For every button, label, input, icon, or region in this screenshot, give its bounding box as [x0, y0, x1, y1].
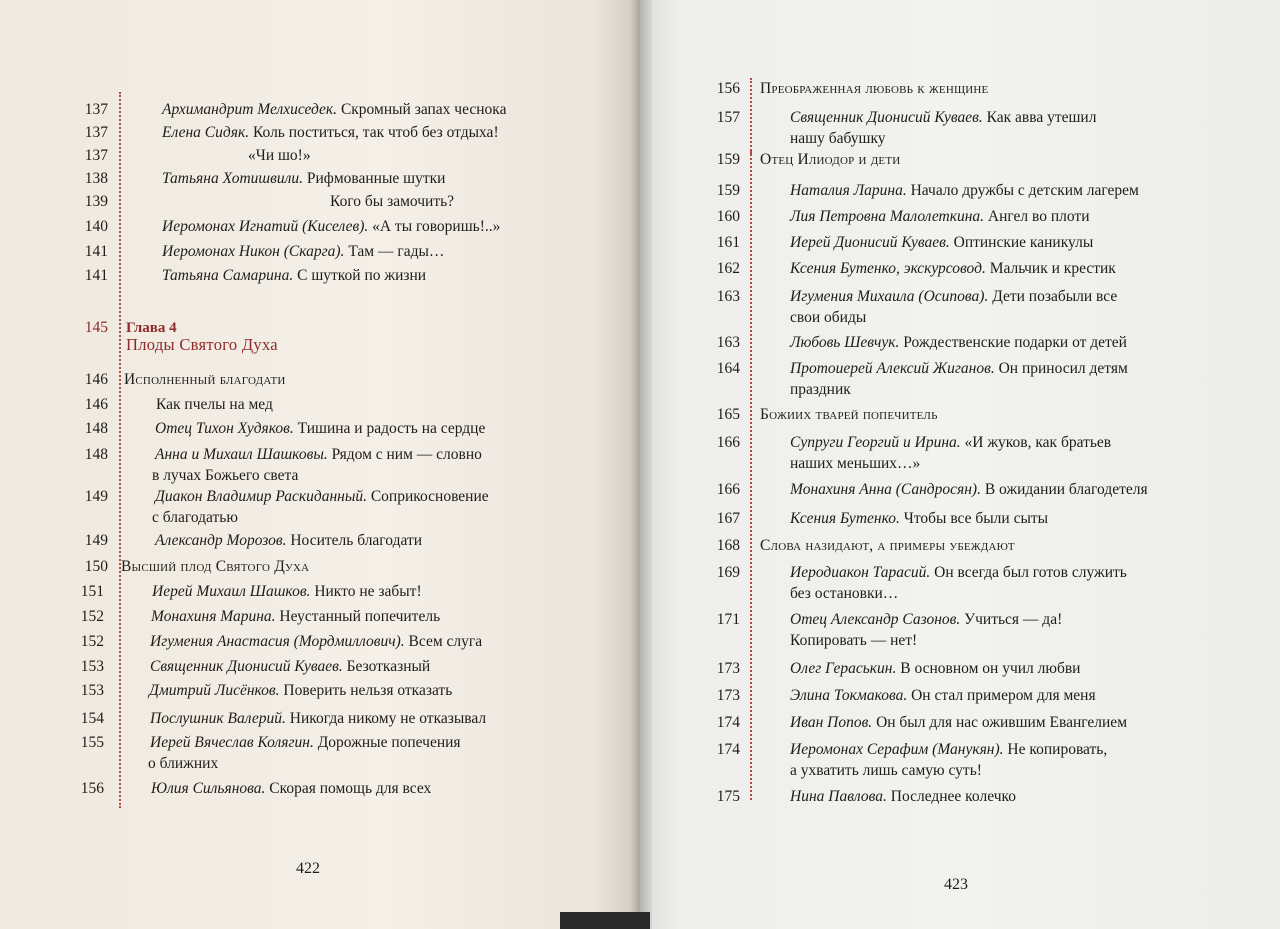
entry-title: «И жуков, как братьев [964, 434, 1112, 451]
entry-title: Дорожные попечения [317, 734, 461, 751]
toc-page-number: 164 [716, 360, 740, 377]
entry-title: Скромный запах чеснока [340, 101, 507, 118]
entry-title: Соприкосновение [370, 488, 489, 505]
toc-entry [790, 508, 1048, 530]
toc-page-number: 153 [80, 658, 104, 675]
toc-page-number: 154 [80, 710, 104, 727]
entry-author: Отец Александр Сазонов. [790, 611, 961, 628]
toc-page-number: 152 [80, 608, 104, 625]
entry-author: Нина Павлова. [790, 788, 887, 805]
toc-page-number: 159 [716, 182, 740, 199]
toc-entry [150, 732, 461, 754]
entry-author: Иерей Дионисий Куваев. [790, 234, 950, 251]
page-number-right: 423 [944, 876, 968, 893]
entry-author: Иеромонах Игнатий (Киселев). [162, 218, 369, 235]
section-page-number: 146 [84, 371, 108, 388]
entry-title: Никогда никому не отказывал [289, 710, 487, 727]
toc-entry [152, 581, 422, 603]
entry-author: Священник Дионисий Куваев. [150, 658, 343, 675]
page-number-left: 422 [296, 860, 320, 877]
toc-entry [162, 241, 444, 263]
toc-entry [150, 656, 430, 678]
toc-page-number: 137 [84, 147, 108, 164]
toc-page-number: 174 [716, 741, 740, 758]
entry-author: Олег Гераськин. [790, 660, 897, 677]
toc-page-number: 161 [716, 234, 740, 251]
section-page-number: 165 [716, 406, 740, 423]
right-dotted-rule [750, 78, 752, 154]
entry-author: Любовь Шевчук. [790, 334, 900, 351]
toc-page-number: 173 [716, 687, 740, 704]
toc-page-number: 146 [84, 396, 108, 413]
entry-author: Игумения Анастасия (Мордмиллович). [150, 633, 405, 650]
toc-entry [155, 530, 422, 552]
entry-author: Игумения Михаила (Осипова). [790, 288, 989, 305]
entry-author: Священник Дионисий Куваев. [790, 109, 983, 126]
toc-entry [790, 180, 1139, 202]
entry-title: Не копировать, [1007, 741, 1108, 758]
toc-entry-continuation: нашу бабушку [790, 130, 886, 147]
entry-author: Монахиня Марина. [151, 608, 276, 625]
entry-title: Оптинские каникулы [953, 234, 1094, 251]
entry-author: Супруги Георгий и Ирина. [790, 434, 961, 451]
entry-author: Юлия Сильянова. [151, 780, 266, 797]
toc-page-number: 141 [84, 243, 108, 260]
entry-author: Иерей Вячеслав Колягин. [150, 734, 314, 751]
entry-author: Иеромонах Никон (Скарга). [162, 243, 345, 260]
entry-title: Всем слуга [408, 633, 483, 650]
toc-entry [790, 562, 1127, 584]
toc-entry [162, 216, 500, 238]
toc-entry [162, 168, 445, 190]
toc-entry-continuation: без остановки… [790, 585, 899, 602]
toc-entry [150, 708, 486, 730]
entry-title: В основном он учил любви [900, 660, 1081, 677]
section-page-number: 168 [716, 537, 740, 554]
toc-entry [790, 786, 1016, 808]
entry-title: Последнее колечко [890, 788, 1016, 805]
toc-entry [162, 265, 426, 287]
entry-title: Кого бы замочить? [330, 193, 455, 210]
toc-entry [790, 479, 1148, 501]
entry-author: Иеромонах Серафим (Манукян). [790, 741, 1004, 758]
toc-page-number: 152 [80, 633, 104, 650]
toc-entry-continuation: праздник [790, 381, 851, 398]
chapter-page-number: 145 [84, 319, 108, 336]
toc-page-number: 169 [716, 564, 740, 581]
entry-author: Монахиня Анна (Сандросян). [790, 481, 981, 498]
entry-title: С шуткой по жизни [297, 267, 427, 284]
entry-title: Безотказный [346, 658, 431, 675]
toc-page-number: 166 [716, 481, 740, 498]
toc-page-number: 141 [84, 267, 108, 284]
toc-page-number: 160 [716, 208, 740, 225]
toc-entry [150, 631, 482, 653]
toc-entry-continuation: наших меньших…» [790, 455, 921, 472]
entry-author: Лия Петровна Малолеткина. [790, 208, 985, 225]
entry-author: Ксения Бутенко. [790, 510, 900, 527]
toc-entry [790, 685, 1096, 707]
toc-page-number: 149 [84, 532, 108, 549]
entry-title: Мальчик и крестик [989, 260, 1116, 277]
toc-page-number: 140 [84, 218, 108, 235]
toc-entry [151, 606, 440, 628]
toc-entry-continuation: о ближних [148, 755, 219, 772]
toc-entry [248, 145, 311, 167]
toc-page-number: 138 [84, 170, 108, 187]
section-title: Преображенная любовь к женщине [760, 80, 989, 97]
entry-author: Татьяна Хотишвили. [162, 170, 303, 187]
entry-author: Иеродиакон Тарасий. [790, 564, 931, 581]
background-edge [560, 912, 650, 929]
toc-entry-continuation: Копировать — нет! [790, 632, 918, 649]
entry-author: Иван Попов. [790, 714, 873, 731]
toc-entry [790, 286, 1117, 308]
section-title: Отец Илиодор и дети [760, 151, 901, 168]
section-title: Исполненный благодати [124, 371, 286, 388]
entry-title: Рождественские подарки от детей [903, 334, 1127, 351]
entry-title: Рифмованные шутки [306, 170, 446, 187]
toc-page-number: 148 [84, 446, 108, 463]
toc-page-number: 173 [716, 660, 740, 677]
section-title: Божиих тварей попечитель [760, 406, 938, 423]
entry-author: Елена Сидяк. [162, 124, 250, 141]
section-title: Слова назидают, а примеры убеждают [760, 537, 1015, 554]
toc-page-number: 162 [716, 260, 740, 277]
toc-page-number: 156 [80, 780, 104, 797]
toc-entry [162, 122, 499, 144]
entry-title: Неустанный попечитель [279, 608, 441, 625]
entry-title: «А ты говоришь!..» [372, 218, 501, 235]
entry-author: Дмитрий Лисёнков. [149, 682, 280, 699]
toc-entry [151, 778, 431, 800]
entry-title: Никто не забыт! [314, 583, 422, 600]
toc-entry [790, 658, 1080, 680]
entry-title: Поверить нельзя отказать [283, 682, 453, 699]
chapter-title: Плоды Святого Духа [126, 335, 278, 354]
toc-entry [155, 486, 489, 508]
section-page-number: 156 [716, 80, 740, 97]
toc-page-number: 163 [716, 288, 740, 305]
entry-author: Диакон Владимир Раскиданный. [155, 488, 367, 505]
toc-page-number: 174 [716, 714, 740, 731]
entry-title: Тишина и радость на сердце [297, 420, 486, 437]
entry-author: Иерей Михаил Шашков. [152, 583, 311, 600]
entry-title: Чтобы все были сыты [903, 510, 1049, 527]
toc-page-number: 137 [84, 124, 108, 141]
entry-author: Отец Тихон Худяков. [155, 420, 294, 437]
toc-page-number: 166 [716, 434, 740, 451]
entry-title: Как пчелы на мед [156, 396, 273, 413]
entry-title: Начало дружбы с детским лагерем [910, 182, 1139, 199]
entry-title: Он стал примером для меня [911, 687, 1096, 704]
entry-author: Ксения Бутенко, экскурсовод. [790, 260, 986, 277]
toc-page-number: 171 [716, 611, 740, 628]
toc-page-number: 139 [84, 193, 108, 210]
toc-entry [790, 739, 1107, 761]
entry-author: Анна и Михаил Шашковы. [155, 446, 328, 463]
entry-title: Дети позабыли все [992, 288, 1118, 305]
toc-page-number: 153 [80, 682, 104, 699]
toc-entry [156, 394, 273, 416]
toc-entry [149, 680, 452, 702]
toc-page-number: 163 [716, 334, 740, 351]
entry-title: Он был для нас ожившим Евангелием [876, 714, 1127, 731]
toc-entry [790, 358, 1128, 380]
entry-title: «Чи шо!» [248, 147, 311, 164]
right-dotted-rule [750, 150, 752, 800]
toc-page-number: 149 [84, 488, 108, 505]
entry-title: Скорая помощь для всех [269, 780, 432, 797]
toc-entry [790, 206, 1090, 228]
toc-entry-continuation: с благодатью [152, 509, 238, 526]
entry-title: Он всегда был готов служить [934, 564, 1127, 581]
toc-page-number: 148 [84, 420, 108, 437]
toc-entry [790, 609, 1062, 631]
toc-entry [790, 232, 1093, 254]
entry-title: В ожидании благодетеля [984, 481, 1148, 498]
left-dotted-rule [119, 92, 121, 808]
entry-title: Рядом с ним — словно [331, 446, 482, 463]
entry-title: Он приносил детям [998, 360, 1128, 377]
entry-title: Коль поститься, так чтоб без отдыха! [252, 124, 499, 141]
entry-title: Как авва утешил [986, 109, 1097, 126]
entry-title: Носитель благодати [290, 532, 423, 549]
section-page-number: 150 [84, 558, 108, 575]
entry-author: Татьяна Самарина. [162, 267, 294, 284]
section-page-number: 159 [716, 151, 740, 168]
toc-entry-continuation: в лучах Божьего света [152, 467, 299, 484]
toc-entry [155, 444, 482, 466]
entry-author: Элина Токмакова. [790, 687, 908, 704]
toc-entry [155, 418, 485, 440]
toc-page-number: 137 [84, 101, 108, 118]
entry-author: Протоиерей Алексий Жиганов. [790, 360, 995, 377]
toc-entry [790, 432, 1111, 454]
toc-page-number: 167 [716, 510, 740, 527]
toc-entry [790, 107, 1096, 129]
entry-title: Учиться — да! [964, 611, 1063, 628]
toc-entry-continuation: а ухватить лишь самую суть! [790, 762, 982, 779]
toc-entry [162, 99, 506, 121]
entry-title: Ангел во плоти [987, 208, 1090, 225]
entry-author: Наталия Ларина. [790, 182, 907, 199]
toc-page-number: 155 [80, 734, 104, 751]
toc-entry [790, 332, 1127, 354]
toc-page-number: 157 [716, 109, 740, 126]
entry-author: Александр Морозов. [155, 532, 287, 549]
entry-author: Архимандрит Мелхиседек. [162, 101, 338, 118]
toc-page-number: 151 [80, 583, 104, 600]
toc-entry [790, 712, 1127, 734]
chapter-label: Глава 4 [126, 320, 177, 336]
toc-entry [330, 191, 454, 213]
entry-author: Послушник Валерий. [150, 710, 286, 727]
toc-entry [790, 258, 1116, 280]
entry-title: Там — гады… [348, 243, 445, 260]
toc-entry-continuation: свои обиды [790, 309, 867, 326]
toc-page-number: 175 [716, 788, 740, 805]
section-title: Высший плод Святого Духа [121, 558, 310, 575]
